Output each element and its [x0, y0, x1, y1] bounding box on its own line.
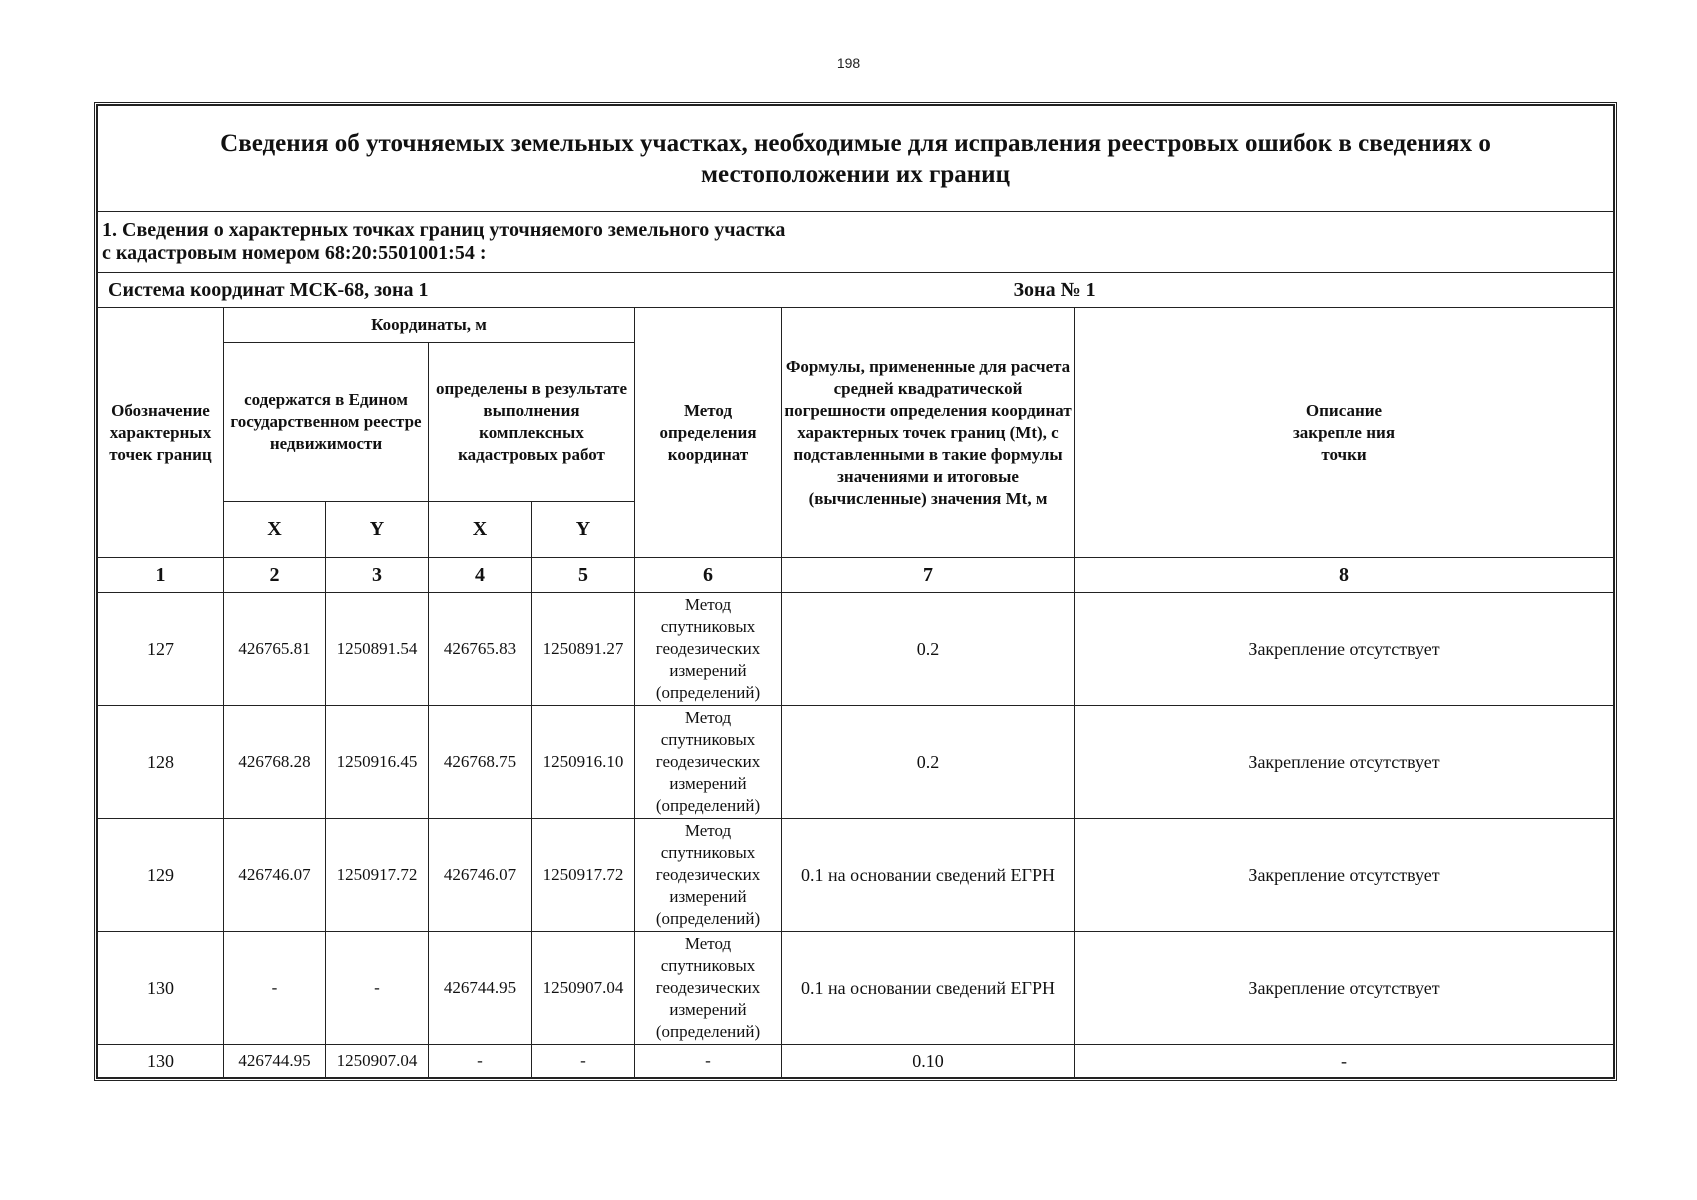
table-row [98, 932, 1614, 1045]
description: Закрепление отсутствует [1075, 819, 1614, 932]
method: Метод спутниковых геодезических измерений (определений) [635, 706, 782, 819]
header-y-determined: Y [532, 502, 635, 558]
method: Метод спутниковых геодезических измерений (определений) [635, 932, 782, 1045]
header-x-registry: X [224, 502, 326, 558]
coordinate-system: Система координат МСК-68, зона 1 [98, 273, 782, 308]
column-number: 7 [782, 558, 1075, 593]
header-y-registry: Y [326, 502, 429, 558]
description: - [1075, 1045, 1614, 1078]
page-number: 198 [836, 55, 861, 71]
header-x-determined: X [429, 502, 532, 558]
header-coordinates: Координаты, м [224, 308, 635, 343]
column-numbers-row [98, 558, 1614, 593]
x-registry: 426744.95 [224, 1045, 326, 1078]
mt-value: 0.2 [782, 593, 1075, 706]
y-determined: - [532, 1045, 635, 1078]
x-registry: - [224, 932, 326, 1045]
x-determined: 426768.75 [429, 706, 532, 819]
header-determined: определены в результате выполнения комплексных кадастровых работ [429, 343, 635, 502]
column-number: 5 [532, 558, 635, 593]
header-point-designation: Обозначение характерных точек границ [98, 308, 224, 558]
section-heading [98, 212, 1614, 273]
header-description: Описание закрепле ния точки [1075, 308, 1614, 558]
mt-value: 0.1 на основании сведений ЕГРН [782, 932, 1075, 1045]
y-determined: 1250917.72 [532, 819, 635, 932]
description: Закрепление отсутствует [1075, 932, 1614, 1045]
section-heading-line-2: с кадастровым номером 68:20:5501001:54 : [102, 242, 487, 264]
x-registry: 426768.28 [224, 706, 326, 819]
x-registry: 426746.07 [224, 819, 326, 932]
x-determined: 426765.83 [429, 593, 532, 706]
description: Закрепление отсутствует [1075, 593, 1614, 706]
zone-label [782, 273, 1614, 308]
table-row [98, 1045, 1614, 1078]
method: Метод спутниковых геодезических измерений (определений) [635, 819, 782, 932]
point-id: 127 [98, 593, 224, 706]
section-heading-line-1: 1. Сведения о характерных точках границ уточняемого земельного участка [102, 219, 786, 241]
header-method: Метод определения координат [635, 308, 782, 558]
column-number: 4 [429, 558, 532, 593]
document-frame [94, 102, 1617, 1081]
table-row [98, 593, 1614, 706]
column-number: 8 [1075, 558, 1614, 593]
header-in-registry: содержатся в Едином государственном реестре недвижимости [224, 343, 429, 502]
method: Метод спутниковых геодезических измерений (определений) [635, 593, 782, 706]
y-registry: - [326, 932, 429, 1045]
x-registry: 426765.81 [224, 593, 326, 706]
point-id: 128 [98, 706, 224, 819]
y-registry: 1250917.72 [326, 819, 429, 932]
method: - [635, 1045, 782, 1078]
document-title: Сведения об уточняемых земельных участках, необходимые для исправления реестровых ошибок в сведениях о местоположении их границ [98, 106, 1614, 212]
x-determined: - [429, 1045, 532, 1078]
table-row [98, 706, 1614, 819]
y-determined: 1250916.10 [532, 706, 635, 819]
column-number: 3 [326, 558, 429, 593]
y-registry: 1250916.45 [326, 706, 429, 819]
table-row [98, 819, 1614, 932]
y-determined: 1250891.27 [532, 593, 635, 706]
header-formulas: Формулы, примененные для расчета средней квадратической погрешности определения координат характерных точек границ (Mt), с подставленными в такие формулы значениями и итоговые (вычисленные) значения Mt, м [782, 308, 1075, 558]
x-determined: 426746.07 [429, 819, 532, 932]
column-number: 6 [635, 558, 782, 593]
point-id: 130 [98, 932, 224, 1045]
column-number: 2 [224, 558, 326, 593]
boundary-points-table [97, 105, 1614, 1078]
y-determined: 1250907.04 [532, 932, 635, 1045]
zone-label-text: Зона № 1 [1013, 278, 1096, 301]
mt-value: 0.10 [782, 1045, 1075, 1078]
y-registry: 1250891.54 [326, 593, 429, 706]
point-id: 129 [98, 819, 224, 932]
point-id: 130 [98, 1045, 224, 1078]
description: Закрепление отсутствует [1075, 706, 1614, 819]
y-registry: 1250907.04 [326, 1045, 429, 1078]
x-determined: 426744.95 [429, 932, 532, 1045]
column-number: 1 [98, 558, 224, 593]
mt-value: 0.1 на основании сведений ЕГРН [782, 819, 1075, 932]
mt-value: 0.2 [782, 706, 1075, 819]
